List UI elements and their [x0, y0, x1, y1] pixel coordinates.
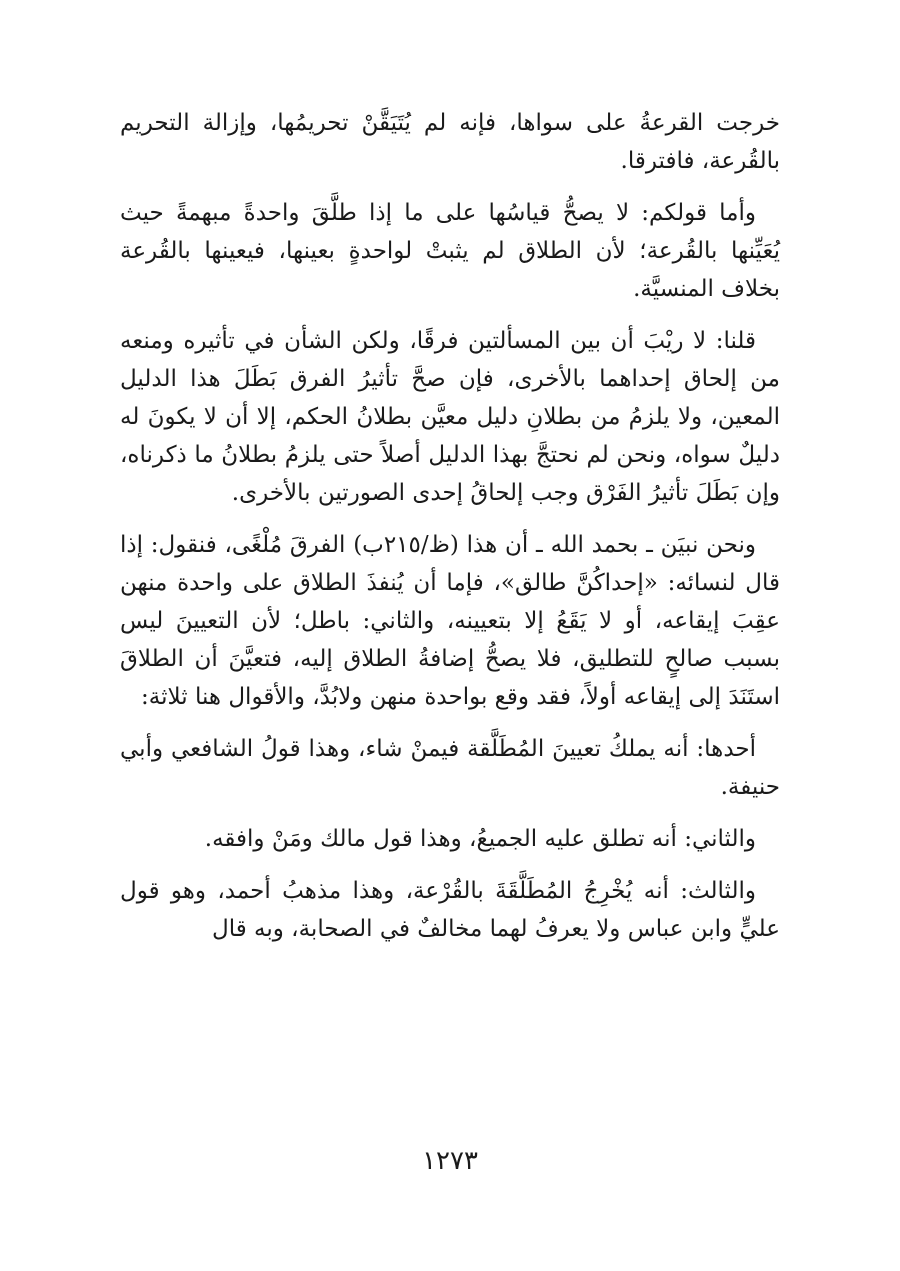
paragraph-explanation: ونحن نبيَن ـ بحمد الله ـ أن هذا (ظ/٢١٥ب) الفرقَ مُلْغًى، فنقول: إذا قال لنسائه: «إحداكُنَّ طالق»، فإما أن يُنفذَ الطلاق على واحدة منهن عقِبَ إيقاعه، أو لا يَقَعُ إلا بتعيينه، والثاني: باطل؛ لأن التعيينَ ليس بسبب صالحٍ للتطليق، فلا يصحُّ إضافةُ الطلاق إليه، فتعيَّنَ أن الطلاقَ استَنَدَ إلى إيقاعه أولاً، فقد وقع بواحدة منهن ولابُدَّ، والأقوال هنا ثلاثة:: [120, 532, 780, 710]
page-body: [120, 104, 780, 962]
paragraph-third-opinion: والثالث: أنه يُخْرِجُ المُطَلَّقَةَ بالقُرْعة، وهذا مذهبُ أحمد، وهو قول عليٍّ وابن عباس ولا يعرفُ لهما مخالفٌ في الصحابة، وبه قال: [120, 878, 780, 942]
paragraph-continuation: خرجت القرعةُ على سواها، فإنه لم يُتَيَقَّنْ تحريمُها، وإزالة التحريم بالقُرعة، فافترقا.: [120, 110, 780, 174]
paragraph-reply: قلنا: لا ريْبَ أن بين المسألتين فرقًا، ولكن الشأن في تأثيره ومنعه من إلحاق إحداهما بالأخرى، فإن صحَّ تأثيرُ الفرق بَطَلَ هذا الدليل المعين، ولا يلزمُ من بطلانِ دليل معيَّن بطلانُ الحكم، إلا أن لا يكونَ له دليلٌ سواه، ونحن لم نحتجَّ بهذا الدليل أصلاً حتى يلزمُ بطلانُ ما ذكرناه، وإن بَطَلَ تأثيرُ الفَرْق وجب إلحاقُ إحدى الصورتين بالأخرى.: [120, 328, 780, 506]
paragraph-objection: وأما قولكم: لا يصحُّ قياسُها على ما إذا طلَّقَ واحدةً مبهمةً حيث يُعَيِّنها بالقُرعة؛ لأن الطلاق لم يثبتْ لواحدةٍ بعينها، فيعينها بالقُرعة بخلاف المنسيَّة.: [120, 200, 780, 302]
page-number: ١٢٧٣: [422, 1146, 478, 1176]
paragraph-first-opinion: أحدها: أنه يملكُ تعيينَ المُطَلَّقة فيمنْ شاء، وهذا قولُ الشافعي وأبي حنيفة.: [120, 736, 780, 800]
paragraph-second-opinion: والثاني: أنه تطلق عليه الجميعُ، وهذا قول مالك ومَنْ وافقه.: [204, 826, 756, 852]
